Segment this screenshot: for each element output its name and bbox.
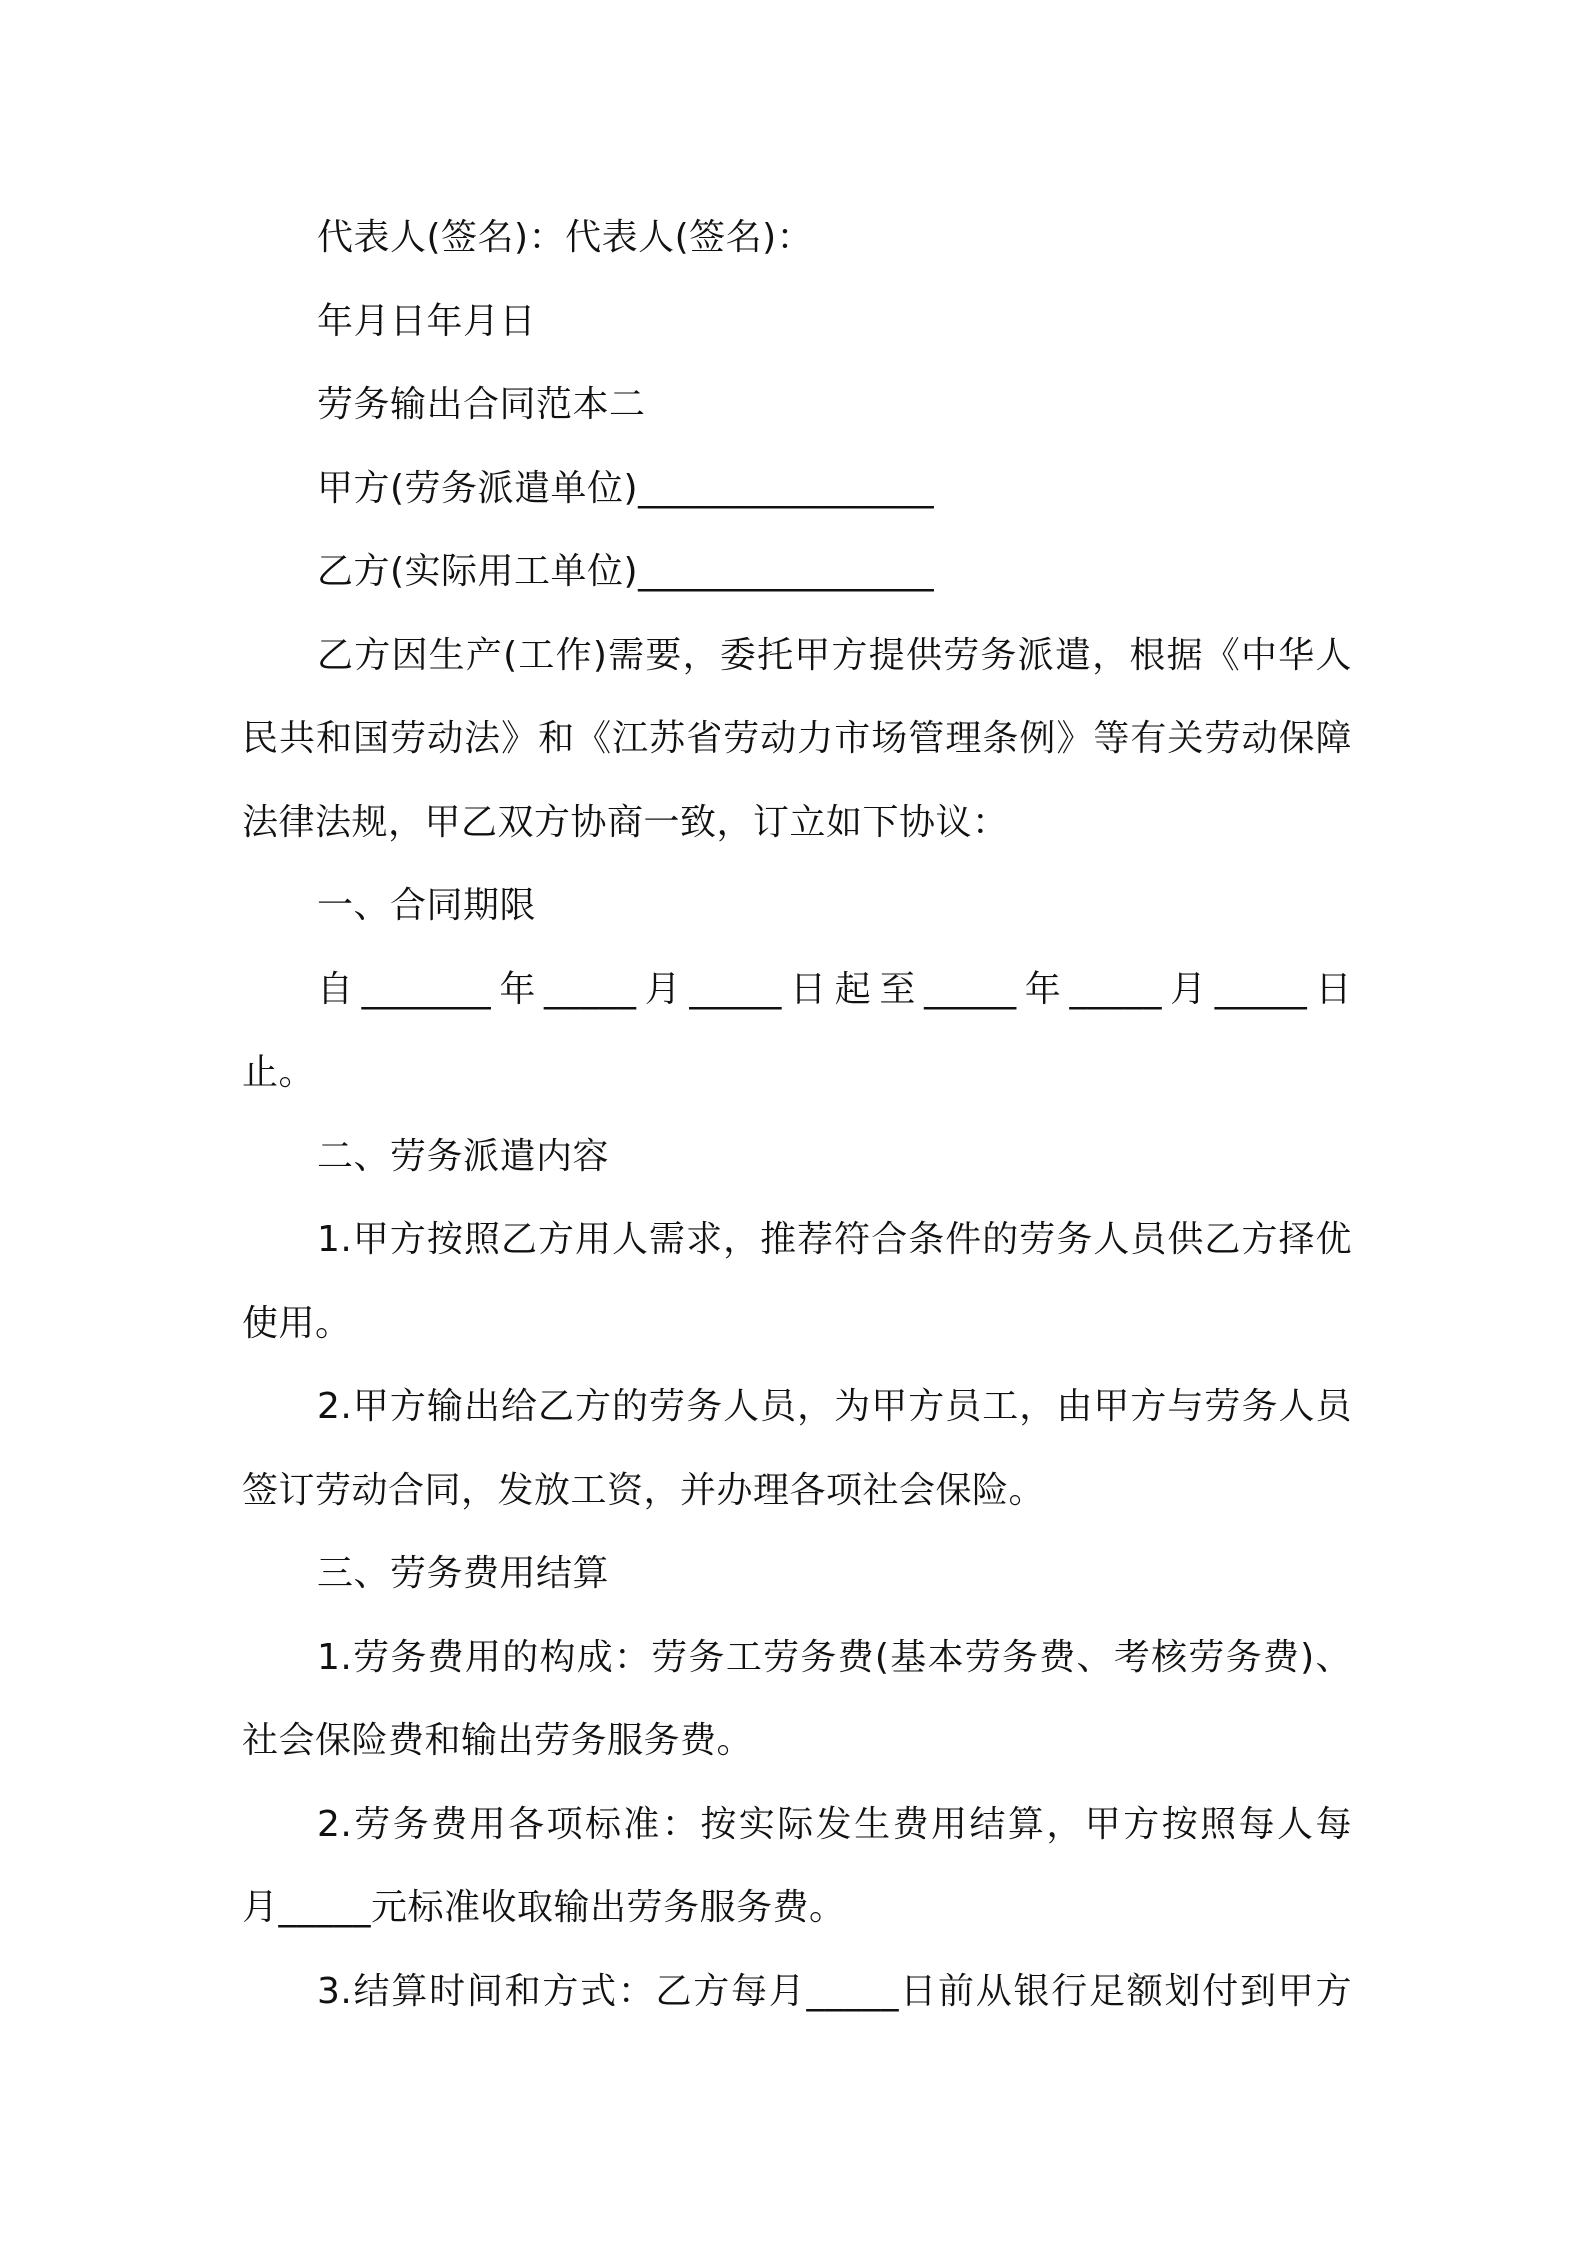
dispatch-item-2-line-2: 签订劳动合同，发放工资，并办理各项社会保险。 <box>242 1469 1046 1511</box>
date-line: 年月日年月日 <box>317 300 537 342</box>
settlement-item-2-line-2: 月_____元标准收取输出劳务服务费。 <box>242 1887 846 1928</box>
settlement-item-3-line-1: 3.结算时间和方式：乙方每月_____日前从银行足额划付到甲方 <box>317 1970 1352 2012</box>
preamble-line-2: 民共和国劳动法》和《江苏省劳动力市场管理条例》等有关劳动保障 <box>242 718 1352 759</box>
dispatch-item-1-line-1: 1.甲方按照乙方用人需求，推荐符合条件的劳务人员供乙方择优 <box>317 1219 1352 1260</box>
preamble-line-1: 乙方因生产(工作)需要，委托甲方提供劳务派遣，根据《中华人 <box>317 634 1352 676</box>
party-b-line: 乙方(实际用工单位)________________ <box>317 551 935 592</box>
contract-title: 劳务输出合同范本二 <box>317 384 646 425</box>
section-heading-term: 一、合同期限 <box>317 885 537 926</box>
dispatch-item-1-line-2: 使用。 <box>242 1302 352 1344</box>
settlement-item-1-line-1: 1.劳务费用的构成：劳务工劳务费(基本劳务费、考核劳务费)、 <box>317 1636 1352 1678</box>
signature-line: 代表人(签名)：代表人(签名)： <box>317 217 814 258</box>
section-heading-settlement: 三、劳务费用结算 <box>317 1553 610 1594</box>
document-body <box>242 196 1352 2033</box>
term-line-1: 自_______年_____月_____日起至_____年_____月_____日 <box>317 968 1352 1010</box>
preamble-line-3: 法律法规，甲乙双方协商一致，订立如下协议： <box>242 801 1009 843</box>
dispatch-item-2-line-1: 2.甲方输出给乙方的劳务人员，为甲方员工，由甲方与劳务人员 <box>317 1386 1352 1427</box>
settlement-item-2-line-1: 2.劳务费用各项标准：按实际发生费用结算，甲方按照每人每 <box>317 1803 1352 1845</box>
party-a-line: 甲方(劳务派遣单位)________________ <box>317 467 935 509</box>
term-line-2: 止。 <box>242 1052 316 1093</box>
settlement-item-1-line-2: 社会保险费和输出劳务服务费。 <box>242 1720 754 1761</box>
section-heading-dispatch: 二、劳务派遣内容 <box>317 1135 610 1177</box>
